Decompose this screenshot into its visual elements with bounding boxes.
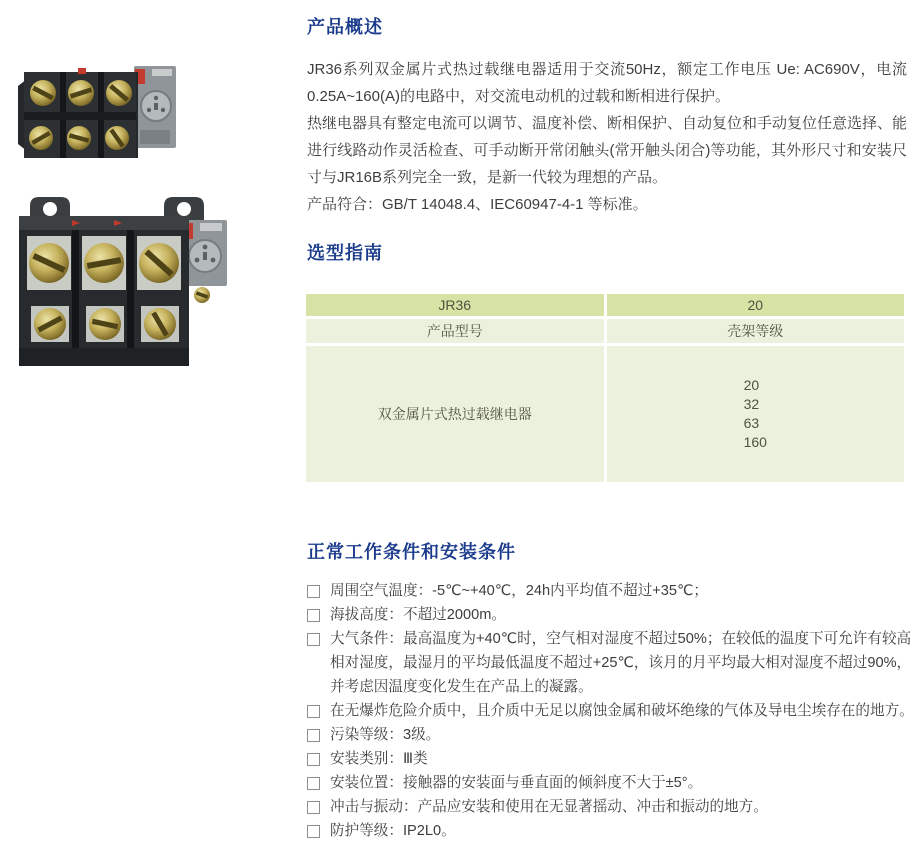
table-cell-frame-sizes (607, 346, 905, 482)
overview-paragraph: 产品符合：GB/T 14048.4、IEC60947-4-1 等标准。 (307, 196, 648, 213)
list-item (306, 723, 918, 747)
checkbox-bullet-icon (307, 633, 320, 646)
conditions-list (306, 579, 918, 843)
section-title-selection-guide: 选型指南 (307, 243, 383, 263)
section-title-working-conditions: 正常工作条件和安装条件 (307, 542, 516, 562)
checkbox-bullet-icon (307, 609, 320, 622)
relay-photo-top (14, 60, 179, 170)
condition-text: 污染等级：3级。 (330, 727, 441, 743)
list-item (306, 771, 918, 795)
condition-text: 冲击与振动：产品应安装和使用在无显著摇动、冲击和振动的地方。 (330, 799, 768, 815)
list-item (306, 579, 918, 603)
table-header-cell-series: JR36 (306, 294, 604, 316)
checkbox-bullet-icon (307, 705, 320, 718)
overview-paragraphs (307, 56, 907, 218)
selection-table (306, 294, 904, 482)
checkbox-bullet-icon (307, 777, 320, 790)
table-header-cell-frame: 20 (607, 294, 905, 316)
checkbox-bullet-icon (307, 801, 320, 814)
list-item (306, 747, 918, 771)
checkbox-bullet-icon (307, 585, 320, 598)
table-subheader-cell-product-model: 产品型号 (306, 319, 604, 343)
overview-paragraph: 热继电器具有整定电流可以调节、温度补偿、断相保护、自动复位和手动复位任意选择、能进行线路动作灵活检查、可手动断开常闭触头(常开触头闭合)等功能，其外形尺寸和安装尺寸与JR16B系列完全一致，是新一代较为理想的产品。 (307, 115, 908, 186)
frame-size-list (744, 376, 767, 452)
overview-paragraph: JR36系列双金属片式热过载继电器适用于交流50Hz，额定工作电压 Ue: AC690V，电流0.25A~160(A)的电路中，对交流电动机的过载和断相进行保护。 (307, 61, 907, 105)
thermal-overload-relay-illustration (14, 188, 229, 373)
condition-text: 海拔高度：不超过2000m。 (330, 607, 506, 623)
condition-text: 周围空气温度：-5℃~+40℃，24h内平均值不超过+35℃； (330, 583, 709, 599)
frame-size-value: 20 (743, 377, 760, 393)
condition-text: 安装类别：Ⅲ类 (330, 751, 428, 767)
frame-size-value: 32 (743, 396, 760, 412)
section-title-product-overview: 产品概述 (307, 17, 383, 37)
frame-size-value: 63 (743, 415, 760, 431)
list-item (306, 819, 918, 843)
condition-text: 安装位置：接触器的安装面与垂直面的倾斜度不大于±5°。 (330, 775, 703, 791)
list-item (306, 603, 918, 627)
condition-text: 防护等级：IP2L0。 (330, 823, 456, 839)
list-item (306, 627, 918, 699)
checkbox-bullet-icon (307, 753, 320, 766)
relay-photo-bottom (14, 188, 229, 373)
thermal-overload-relay-illustration (14, 60, 179, 170)
condition-text: 大气条件：最高温度为+40℃时，空气相对湿度不超过50%；在较低的温度下可允许有较高相对湿度，最湿月的平均最低温度不超过+25℃，该月的月平均最大相对湿度不超过90%，并考虑因温度变化发生在产品上的凝露。 (330, 631, 912, 695)
condition-text: 在无爆炸危险介质中，且介质中无足以腐蚀金属和破坏绝缘的气体及导电尘埃存在的地方。 (330, 703, 914, 719)
table-cell-product-name: 双金属片式热过载继电器 (306, 346, 604, 482)
frame-size-value: 160 (743, 434, 767, 450)
list-item (306, 795, 918, 819)
table-subheader-cell-frame-grade: 壳架等级 (607, 319, 905, 343)
checkbox-bullet-icon (307, 825, 320, 838)
list-item (306, 699, 918, 723)
checkbox-bullet-icon (307, 729, 320, 742)
